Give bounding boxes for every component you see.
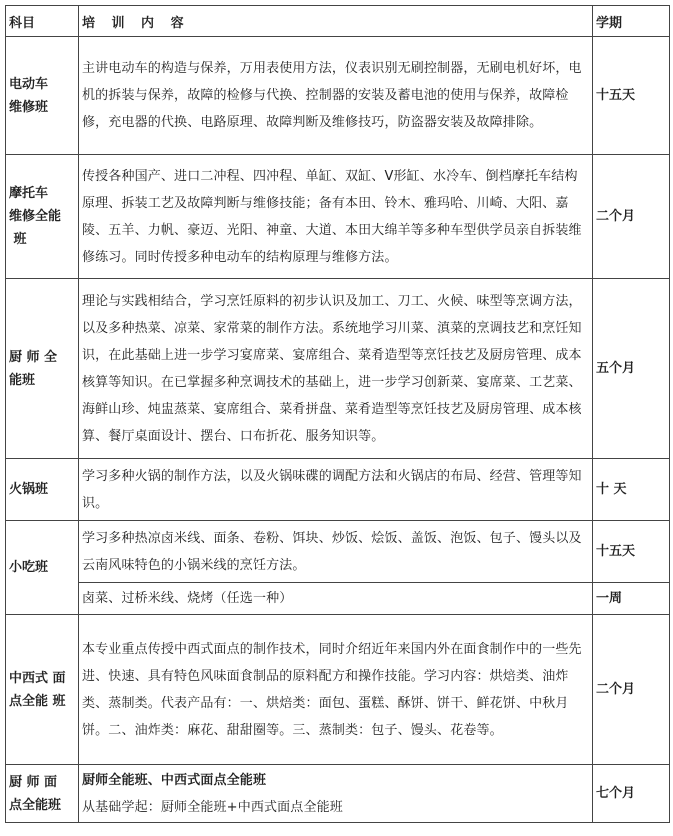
subject-cell (6, 279, 79, 459)
table-row (6, 279, 670, 459)
content-cell: 卤菜、过桥米线、烧烤（任选一种） (79, 583, 593, 615)
content-cell: 理论与实践相结合，学习烹饪原料的初步认识及加工、刀工、火候、味型等烹调方法，以及多种热菜、凉菜、家常菜的制作方法。系统地学习川菜、滇菜的烹调技艺和烹饪知识，在此基础上进一步学习宴席菜、宴席组合、菜肴造型等烹饪技艺及厨房管理、成本核算等知识。在已掌握多种烹调技术的基础上，进一步学习创新菜、宴席菜、工艺菜、海鲜山珍、炖盅蒸菜、宴席组合、菜肴拼盘、菜肴造型等烹饪技艺及厨房管理、成本核算、餐厅桌面设计、摆台、口布折花、服务知识等。 (79, 279, 593, 459)
content-cell: 传授各种国产、进口二冲程、四冲程、单缸、双缸、V形缸、水冷车、倒档摩托车结构原理、拆装工艺及故障判断与维修技能；备有本田、铃木、雅玛哈、川崎、大阳、嘉陵、五羊、力帆、豪迈、光阳、神童、大道、本田大绵羊等多种车型供学员亲自拆装维修练习。同时传授多种电动车的结构原理与维修方法。 (79, 155, 593, 279)
subject-cell (6, 615, 79, 765)
period-cell: 二个月 (593, 155, 670, 279)
period-cell: 五个月 (593, 279, 670, 459)
header-content: 培 训 内 容 (79, 6, 593, 37)
period-cell: 十五天 (593, 37, 670, 155)
content-text: 从基础学起：厨师全能班+中西式面点全能班 (82, 799, 343, 815)
course-table (5, 5, 670, 823)
content-cell: 学习多种热凉卤米线、面条、卷粉、饵块、炒饭、烩饭、盖饭、泡饭、包子、馒头以及云南风味特色的小锅米线的烹饪方法。 (79, 521, 593, 583)
subject-text: 电动车 维修班 (9, 76, 49, 115)
period-cell: 十五天 (593, 521, 670, 583)
subject-text: 中西式 面 点全能 班 (9, 670, 66, 709)
content-cell: 主讲电动车的构造与保养，万用表使用方法，仪表识别无刷控制器，无刷电机好坏，电机的拆装与保养，故障的检修与代换、控制器的安装及蓄电池的使用与保养，故障检修，充电器的代换、电路原理、故障判断及维修技巧，防盗器安装及故障排除。 (79, 37, 593, 155)
period-cell: 七个月 (593, 765, 670, 823)
subject-cell: 火锅班 (6, 459, 79, 521)
subject-text: 厨 师 全 能班 (9, 349, 58, 388)
table-header-row (6, 6, 670, 37)
table-row (6, 37, 670, 155)
table-row (6, 583, 670, 615)
table-row (6, 615, 670, 765)
subject-cell (6, 37, 79, 155)
subject-cell (6, 155, 79, 279)
table-row (6, 521, 670, 583)
subject-text: 厨 师 面 点全能班 (9, 774, 62, 813)
period-cell: 一周 (593, 583, 670, 615)
header-period: 学期 (593, 6, 670, 37)
content-title: 厨师全能班、中西式面点全能班 (82, 772, 267, 788)
subject-cell: 小吃班 (6, 521, 79, 615)
period-cell: 十 天 (593, 459, 670, 521)
content-cell (79, 765, 593, 823)
table-row (6, 765, 670, 823)
table-row (6, 155, 670, 279)
table-row (6, 459, 670, 521)
content-cell: 本专业重点传授中西式面点的制作技术，同时介绍近年来国内外在面食制作中的一些先进、快速、具有特色风味面食制品的原料配方和操作技能。学习内容：烘焙类、油炸类、蒸制类。代表产品有：一、烘焙类：面包、蛋糕、酥饼、饼干、鲜花饼、中秋月饼。二、油炸类：麻花、甜甜圈等。三、蒸制类：包子、馒头、花卷等。 (79, 615, 593, 765)
content-cell: 学习多种火锅的制作方法，以及火锅味碟的调配方法和火锅店的布局、经营、管理等知识。 (79, 459, 593, 521)
subject-cell (6, 765, 79, 823)
period-cell: 二个月 (593, 615, 670, 765)
subject-text: 摩托车 维修全能 班 (9, 186, 62, 247)
header-subject: 科目 (6, 6, 79, 37)
